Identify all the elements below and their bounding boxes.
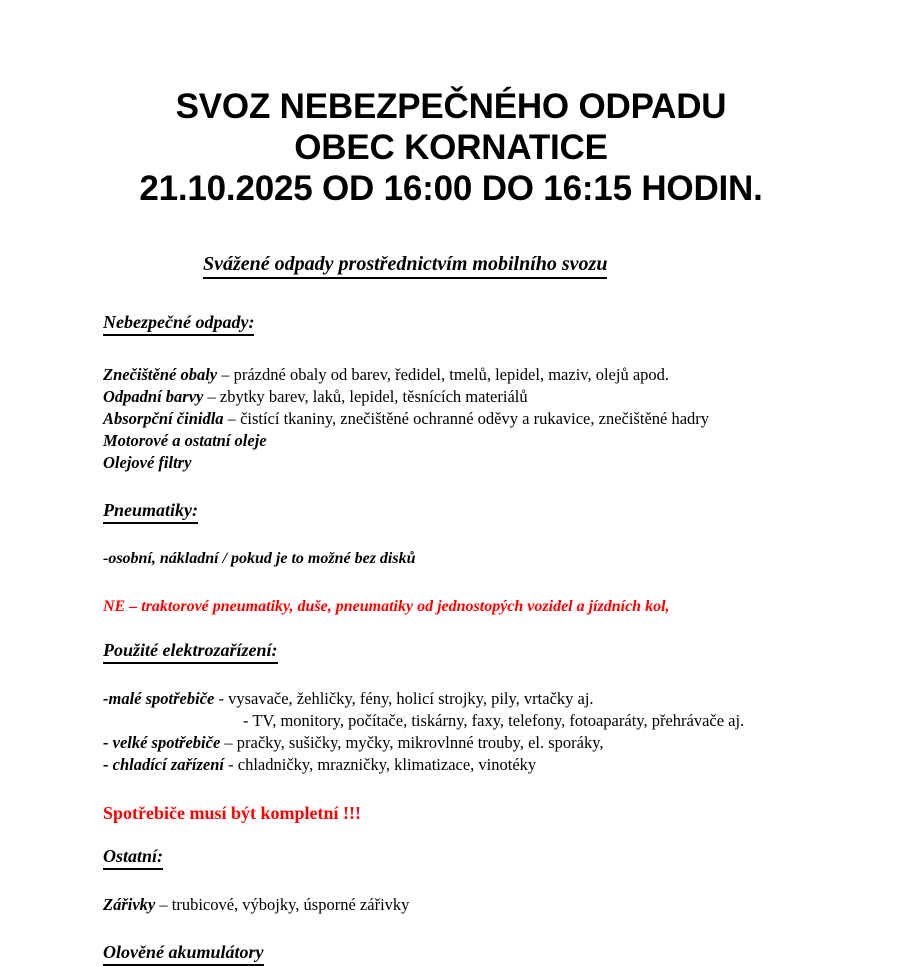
subtitle <box>103 252 803 278</box>
title-line-1: SVOZ NEBEZPEČNÉHO ODPADU <box>175 87 727 126</box>
item-rest: – čistící tkaniny, znečištěné ochranné oděvy a rukavice, znečištěné hadry <box>223 409 710 428</box>
list-item <box>103 894 803 916</box>
section-heading-hazardous-label: Nebezpečné odpady: <box>103 312 254 336</box>
item-rest: - chladničky, mrazničky, klimatizace, vinotéky <box>224 755 537 774</box>
item-lead: Znečištěné obaly <box>103 365 218 384</box>
list-item <box>103 408 803 430</box>
item-rest: - vysavače, žehličky, fény, holicí strojky, pily, vrtačky aj. <box>218 689 594 708</box>
section-heading-other-label: Ostatní: <box>103 846 163 870</box>
section-heading-tires <box>103 500 803 522</box>
section-heading-batteries-label: Olověné akumulátory <box>103 942 264 966</box>
title-line-2: OBEC KORNATICE <box>294 128 608 167</box>
list-item <box>103 430 803 452</box>
item-rest: - TV, monitory, počítače, tiskárny, faxy, telefony, fotoaparáty, přehrávače aj. <box>243 711 745 730</box>
title-line-3: 21.10.2025 OD 16:00 DO 16:15 HODIN. <box>139 169 763 208</box>
item-rest: – prázdné obaly od barev, ředidel, tmelů, lepidel, maziv, olejů apod. <box>217 365 670 384</box>
section-heading-electro <box>103 640 803 662</box>
item-lead: - velké spotřebiče <box>103 733 221 752</box>
item-rest: – zbytky barev, laků, lepidel, těsnících materiálů <box>203 387 528 406</box>
list-item <box>103 688 803 710</box>
item-rest: – trubicové, výbojky, úsporné zářivky <box>155 895 410 914</box>
list-item <box>103 732 803 754</box>
appliances-complete-notice: Spotřebiče musí být kompletní !!! <box>103 803 361 823</box>
section-heading-other <box>103 846 803 868</box>
item-rest: – pračky, sušičky, myčky, mikrovlnné trouby, el. sporáky, <box>220 733 604 752</box>
item-lead: Absorpční činidla <box>103 409 224 428</box>
section-heading-batteries <box>103 942 803 964</box>
subtitle-text: Svážené odpady prostřednictvím mobilního svozu <box>203 252 607 279</box>
section-heading-tires-label: Pneumatiky: <box>103 500 198 524</box>
item-lead: Olejové filtry <box>103 453 192 472</box>
document-body <box>103 252 803 964</box>
list-item <box>103 754 803 776</box>
item-lead: - chladící zařízení <box>103 755 225 774</box>
section-heading-electro-label: Použité elektrozařízení: <box>103 640 278 664</box>
item-lead: Motorové a ostatní oleje <box>103 431 267 450</box>
list-item <box>103 452 803 474</box>
list-item <box>103 710 803 732</box>
tires-allowed-text: -osobní, nákladní / pokud je to možné bez disků <box>103 550 416 567</box>
item-lead: -malé spotřebiče <box>103 689 219 708</box>
page-title <box>0 86 902 209</box>
item-lead: Zářivky <box>103 895 156 914</box>
tires-warning-text: NE – traktorové pneumatiky, duše, pneumatiky od jednostopých vozidel a jízdních kol, <box>103 598 670 615</box>
list-item <box>103 364 803 386</box>
section-heading-hazardous <box>103 312 803 334</box>
item-lead: Odpadní barvy <box>103 387 204 406</box>
list-item <box>103 386 803 408</box>
